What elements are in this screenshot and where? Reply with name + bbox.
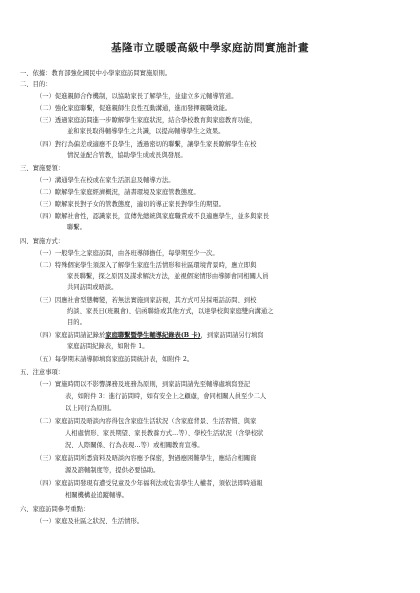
method-item-3: （三）瞭解家長對子女的管教態度，適切的導正家長對學生的期望。 — [36, 201, 225, 208]
implementation-item-4-cont: 家庭訪問紀錄表，如附件 1。 — [67, 343, 149, 350]
notes-item-2-cont-1: 人相處情形、家長期望、家長教養方式…等）、學校生活狀況（含學校狀 — [65, 430, 264, 437]
implementation-item-2: （二）特殊個案學生須深入了解學生家庭生活情形和社區環境背景時，應立即與 — [36, 262, 257, 269]
notes-item-3: （三）家庭訪問所悉資料及晤談內容應予保密，對過應困難學生，應結合相關資 — [36, 455, 257, 462]
purpose-item-4: （四）對行為偏差或適應不良學生，透過密切的聯繫，讓學生家長瞭解學生在校 — [36, 141, 257, 148]
implementation-item-5: （五）每學期末請導師填寫家庭訪問統計表，如附件 2。 — [36, 356, 194, 363]
implementation-item-4-text: （四）家庭訪問請記錄於 — [36, 332, 106, 339]
document-title: 基隆市立暖暖高級中學家庭訪問實施計畫 — [111, 42, 309, 54]
implementation-item-3-cont-1: 約談、家長日(班親會)、信函聯絡或其他方式，以達學校與家庭雙向溝通之 — [67, 308, 274, 315]
purpose-item-3: （三）透過家庭訪問進一步瞭解學生家庭狀況，結合學校教育與家庭教育功能， — [36, 117, 257, 124]
purpose-item-3-cont: 並和家長取得輔導學生之共識，以提高輔導學生之效果。 — [67, 128, 225, 135]
section-notes-heading: 五、注意事項： — [20, 369, 65, 376]
implementation-item-3-cont-2: 目的。 — [67, 319, 86, 326]
section-basis: 一、依據：教育部強化國民中小學家庭訪問實施原則。 — [20, 70, 172, 77]
method-item-2: （二）瞭解學生家庭經濟概況，請書環境及家庭管教態度。 — [36, 189, 200, 196]
method-item-4-cont: 聯繫。 — [67, 224, 86, 231]
notes-item-3-cont: 源及諮輔制度等，提供必要協助。 — [65, 467, 160, 474]
purpose-item-4-cont: 情況並配合管教，協助學生成或長與發展。 — [67, 152, 187, 159]
implementation-item-3: （三）因應社會型態轉變，若無法實施到家訪視，其方式可另採電話訪問、到校 — [36, 297, 257, 304]
implementation-item-2-cont-2: 共同訪問或晤談。 — [67, 284, 118, 291]
section-purpose-heading: 二、目的： — [20, 81, 52, 88]
method-item-4: （四）瞭解社會性，認識家長，宣傳先總統與家庭職責或不良適應學生，並多與家長 — [36, 213, 269, 220]
implementation-item-4 — [36, 332, 264, 340]
notes-item-2-cont-2: 況、人際關係、行為表現…等）或相關教育宣導。 — [65, 442, 204, 449]
notes-item-4-cont: 相關機構並追蹤輔導。 — [65, 492, 128, 499]
notes-item-1-cont-1: 表，如附件 3：進行訪問時，如有安全上之顧慮，會同相關人員至少二人 — [65, 393, 267, 400]
purpose-item-2: （二）強化家庭聯繫，促進親師生良性互動溝通，進而發揮親職效能。 — [36, 105, 232, 112]
notes-item-1: （一）實施時間以不影響課務及班務為原則，到家訪問請先至輔導處填寫登記 — [36, 381, 251, 388]
implementation-item-1: （一）一般學生之家庭訪問，由各班導師擔任，每學期至少一次。 — [36, 250, 219, 257]
record-form-name: 家庭聯繫暨學生輔導紀錄表(B 卡) — [105, 332, 201, 339]
notes-item-2: （二）家庭訪問及晤談內容得包含家庭生活狀況（含家庭背景、生活習慣、與家 — [36, 418, 257, 425]
reference-item-1: （一）家庭及社區之狀況、生活情形。 — [36, 518, 144, 525]
section-method-heading: 三、實施要領： — [20, 165, 65, 172]
section-reference-heading: 六、家庭訪問參考重點： — [20, 506, 90, 513]
purpose-item-1: （一）促進親師合作機制，以協助家長了解學生，並建立多元輔導管道。 — [36, 93, 238, 100]
notes-item-4: （四）家庭訪問發現有遭受兒童及少年福利法或危害學生人權者，須依法即時通報 — [36, 480, 263, 487]
implementation-item-4-text-after: ，到家訪問請另行填寫 — [200, 332, 264, 339]
section-implementation-heading: 四、實施方式： — [20, 238, 65, 245]
notes-item-1-cont-2: 以上同行為原則。 — [65, 405, 116, 412]
implementation-item-2-cont-1: 家長聯繫，探之原因及謀求解決方法，並視個案情形由導師會同相關人員 — [67, 273, 269, 280]
method-item-1: （一）溝通學生在校或在家生活訊息及輔導方法。 — [36, 177, 175, 184]
